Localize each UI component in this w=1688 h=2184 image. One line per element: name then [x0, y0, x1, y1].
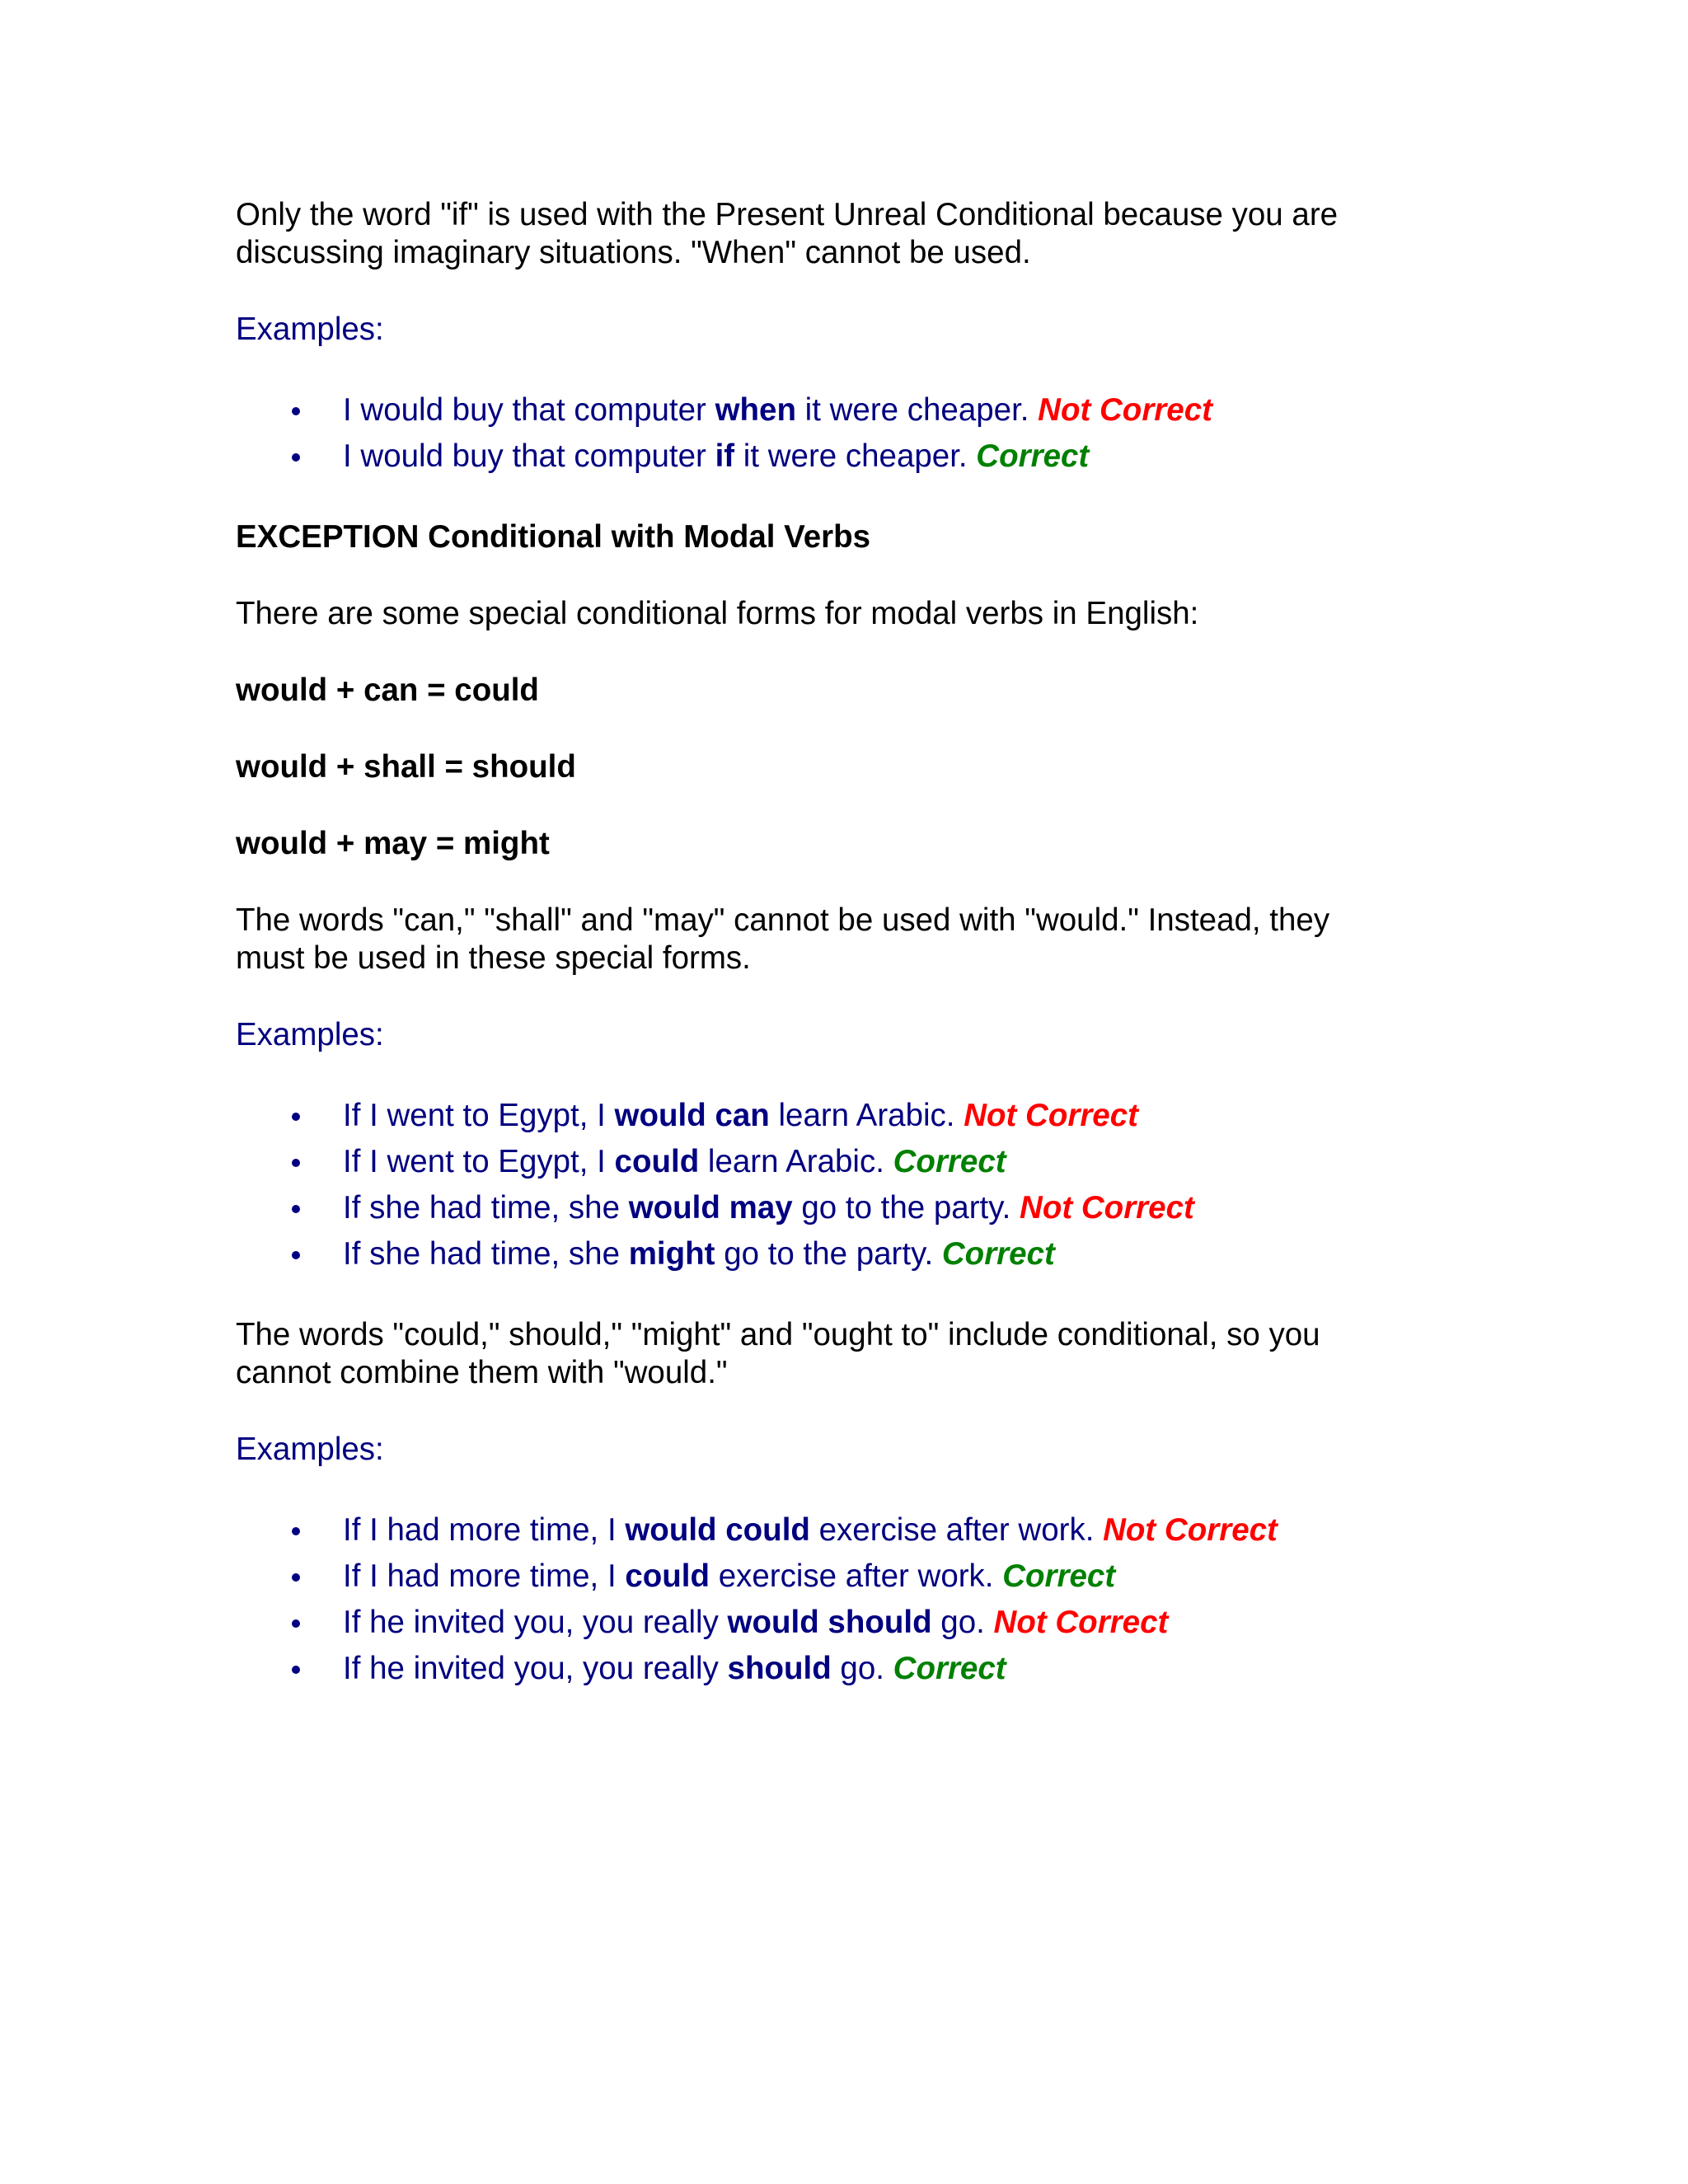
correct-label: Correct — [893, 1651, 1006, 1686]
examples-label: Examples: — [236, 312, 384, 347]
bullet-icon — [292, 1251, 300, 1259]
example-text: If I went to Egypt, I — [343, 1144, 615, 1179]
example-keyword: when — [715, 392, 796, 428]
conditional-note-line-2: cannot combine them with "would." — [236, 1355, 728, 1390]
example-text: go. — [931, 1605, 994, 1640]
list-item — [236, 1600, 1472, 1646]
correct-label: Correct — [1002, 1558, 1116, 1594]
list-item — [236, 434, 1472, 480]
example-keyword: would may — [628, 1190, 793, 1226]
example-list-modals — [236, 1093, 1472, 1277]
formula-might: would + may = might — [236, 826, 550, 861]
list-item — [236, 1139, 1472, 1185]
list-item — [236, 1554, 1472, 1600]
example-keyword: could — [614, 1144, 700, 1179]
example-text: If he invited you, you really — [343, 1605, 728, 1640]
example-list-if-when — [236, 387, 1472, 480]
example-keyword: would should — [727, 1605, 932, 1640]
bullet-icon — [292, 453, 300, 462]
formula-should: would + shall = should — [236, 749, 576, 785]
example-text: If I had more time, I — [343, 1558, 626, 1594]
words-note-line-1: The words "can," "shall" and "may" cannot be used with "would." Instead, they — [236, 902, 1330, 938]
correct-label: Correct — [893, 1144, 1006, 1179]
bullet-icon — [292, 1527, 300, 1535]
examples-label: Examples: — [236, 1017, 384, 1052]
intro-line-1: Only the word "if" is used with the Present Unreal Conditional because you are — [236, 197, 1339, 232]
example-text: go. — [831, 1651, 893, 1686]
example-keyword: if — [715, 438, 735, 474]
example-text: go to the party. — [792, 1190, 1020, 1226]
example-list-conditional-modals — [236, 1507, 1472, 1692]
example-text: go to the party. — [715, 1236, 942, 1272]
list-item — [236, 1093, 1472, 1139]
bullet-icon — [292, 1205, 300, 1213]
words-note-paragraph — [236, 902, 1472, 977]
example-text: If she had time, she — [343, 1236, 629, 1272]
example-text: it were cheaper. — [734, 438, 977, 474]
list-item — [236, 1507, 1472, 1554]
bullet-icon — [292, 407, 300, 415]
example-keyword: might — [628, 1236, 715, 1272]
example-text: If he invited you, you really — [343, 1651, 728, 1686]
list-item — [236, 1185, 1472, 1231]
example-keyword: would could — [625, 1512, 810, 1548]
not-correct-label: Not Correct — [964, 1098, 1138, 1133]
examples-label: Examples: — [236, 1432, 384, 1467]
not-correct-label: Not Correct — [993, 1605, 1169, 1640]
example-keyword: could — [625, 1558, 710, 1594]
intro-line-2: discussing imaginary situations. "When" cannot be used. — [236, 235, 1031, 270]
conditional-note-paragraph — [236, 1316, 1472, 1392]
bullet-icon — [292, 1666, 300, 1674]
modal-intro: There are some special conditional forms for modal verbs in English: — [236, 596, 1199, 631]
not-correct-label: Not Correct — [1020, 1190, 1194, 1226]
bullet-icon — [292, 1619, 300, 1628]
not-correct-label: Not Correct — [1103, 1512, 1278, 1548]
words-note-line-2: must be used in these special forms. — [236, 940, 751, 976]
correct-label: Correct — [941, 1236, 1055, 1272]
example-keyword: would can — [614, 1098, 770, 1133]
example-keyword: should — [727, 1651, 832, 1686]
example-text: If I had more time, I — [343, 1512, 626, 1548]
list-item — [236, 1646, 1472, 1692]
bullet-icon — [292, 1159, 300, 1167]
bullet-icon — [292, 1113, 300, 1121]
not-correct-label: Not Correct — [1038, 392, 1212, 428]
bullet-icon — [292, 1573, 300, 1582]
list-item — [236, 1231, 1472, 1277]
conditional-note-line-1: The words "could," should," "might" and "ought to" include conditional, so you — [236, 1317, 1320, 1352]
example-text: it were cheaper. — [795, 392, 1039, 428]
correct-label: Correct — [976, 438, 1090, 474]
example-text: I would buy that computer — [343, 392, 715, 428]
example-text: exercise after work. — [710, 1558, 1003, 1594]
document-body — [236, 196, 1472, 1731]
example-text: If she had time, she — [343, 1190, 629, 1226]
example-text: learn Arabic. — [699, 1144, 893, 1179]
example-text: I would buy that computer — [343, 438, 715, 474]
example-text: If I went to Egypt, I — [343, 1098, 615, 1133]
intro-paragraph — [236, 196, 1472, 272]
exception-heading: EXCEPTION Conditional with Modal Verbs — [236, 519, 871, 555]
list-item — [236, 387, 1472, 434]
example-text: learn Arabic. — [769, 1098, 964, 1133]
formula-could: would + can = could — [236, 673, 539, 708]
example-text: exercise after work. — [809, 1512, 1104, 1548]
